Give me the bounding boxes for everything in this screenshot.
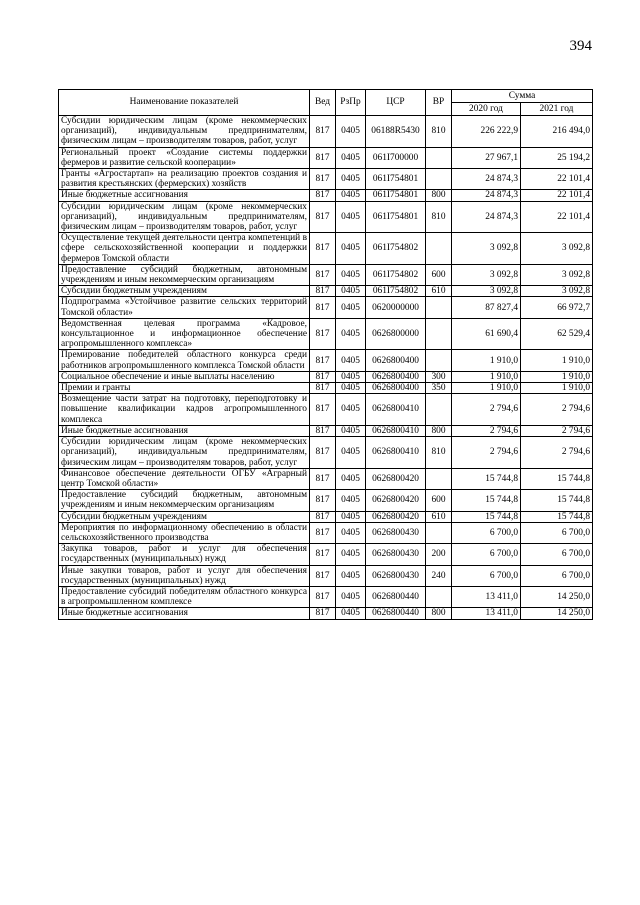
table-row: [59, 490, 593, 511]
cell-rzpr: 0405: [336, 586, 366, 607]
header-name: Наименование показателей: [59, 90, 310, 116]
cell-2021: 6 700,0: [521, 522, 593, 543]
cell-ved: 817: [310, 490, 336, 511]
table-row: [59, 586, 593, 607]
cell-csr: 061I754801: [366, 190, 426, 201]
cell-vr: 810: [426, 116, 452, 148]
cell-2020: 13 411,0: [452, 586, 521, 607]
cell-2021: 2 794,6: [521, 394, 593, 426]
cell-ved: 817: [310, 544, 336, 565]
cell-2021: 2 794,6: [521, 437, 593, 469]
header-rzpr: РзПр: [336, 90, 366, 116]
cell-ved: 817: [310, 511, 336, 522]
header-sum: Сумма: [452, 90, 593, 103]
cell-2020: 2 794,6: [452, 425, 521, 436]
table-body: [59, 116, 593, 620]
cell-name: Иные закупки товаров, работ и услуг для обеспечения государственных (муниципальных) нужд: [59, 565, 310, 586]
cell-vr: [426, 169, 452, 190]
cell-csr: 0626800410: [366, 425, 426, 436]
cell-2021: 1 910,0: [521, 383, 593, 394]
cell-vr: 200: [426, 544, 452, 565]
cell-rzpr: 0405: [336, 286, 366, 297]
header-csr: ЦСР: [366, 90, 426, 116]
cell-rzpr: 0405: [336, 490, 366, 511]
cell-vr: [426, 350, 452, 371]
cell-csr: 061I754802: [366, 233, 426, 265]
header-2021: 2021 год: [521, 103, 593, 116]
cell-rzpr: 0405: [336, 511, 366, 522]
cell-2021: 15 744,8: [521, 468, 593, 489]
cell-csr: 0626800400: [366, 383, 426, 394]
cell-csr: 0626800420: [366, 468, 426, 489]
cell-2020: 2 794,6: [452, 437, 521, 469]
cell-rzpr: 0405: [336, 201, 366, 233]
cell-ved: 817: [310, 608, 336, 619]
cell-rzpr: 0405: [336, 394, 366, 426]
cell-rzpr: 0405: [336, 608, 366, 619]
cell-name: Предоставление субсидий победителям областного конкурса в агропромышленном комплексе: [59, 586, 310, 607]
table-row: [59, 318, 593, 350]
cell-2020: 3 092,8: [452, 233, 521, 265]
cell-ved: 817: [310, 201, 336, 233]
cell-ved: 817: [310, 522, 336, 543]
header-ved: Вед: [310, 90, 336, 116]
cell-name: Мероприятия по информационному обеспечению в области сельскохозяйственного производства: [59, 522, 310, 543]
cell-rzpr: 0405: [336, 264, 366, 285]
table-row: [59, 468, 593, 489]
cell-rzpr: 0405: [336, 233, 366, 265]
cell-ved: 817: [310, 468, 336, 489]
cell-2021: 3 092,8: [521, 233, 593, 265]
cell-csr: 0626800430: [366, 522, 426, 543]
cell-ved: 817: [310, 437, 336, 469]
cell-vr: 800: [426, 190, 452, 201]
cell-name: Субсидии юридическим лицам (кроме некоммерческих организаций), индивидуальным предпринимателям, физическим лицам – производителям товаров, работ, услуг: [59, 437, 310, 469]
cell-rzpr: 0405: [336, 565, 366, 586]
cell-ved: 817: [310, 264, 336, 285]
header-vr: ВР: [426, 90, 452, 116]
cell-name: Социальное обеспечение и иные выплаты населению: [59, 371, 310, 382]
cell-vr: 600: [426, 264, 452, 285]
cell-rzpr: 0405: [336, 437, 366, 469]
cell-vr: [426, 586, 452, 607]
cell-name: Предоставление субсидий бюджетным, автономным учреждениям и иным некоммерческим организациям: [59, 264, 310, 285]
cell-rzpr: 0405: [336, 116, 366, 148]
cell-vr: 350: [426, 383, 452, 394]
cell-2021: 216 494,0: [521, 116, 593, 148]
cell-ved: 817: [310, 383, 336, 394]
table-row: [59, 286, 593, 297]
table-row: [59, 147, 593, 168]
cell-rzpr: 0405: [336, 318, 366, 350]
cell-vr: 810: [426, 201, 452, 233]
cell-vr: [426, 147, 452, 168]
cell-2020: 2 794,6: [452, 394, 521, 426]
cell-csr: 061I754801: [366, 169, 426, 190]
cell-ved: 817: [310, 169, 336, 190]
cell-rzpr: 0405: [336, 468, 366, 489]
cell-2020: 6 700,0: [452, 544, 521, 565]
cell-rzpr: 0405: [336, 350, 366, 371]
table-row: [59, 264, 593, 285]
cell-2020: 3 092,8: [452, 264, 521, 285]
cell-name: Предоставление субсидий бюджетным, автономным учреждениям и иным некоммерческим организациям: [59, 490, 310, 511]
cell-name: Иные бюджетные ассигнования: [59, 608, 310, 619]
cell-vr: [426, 318, 452, 350]
cell-csr: 0626800440: [366, 586, 426, 607]
cell-csr: 0626800430: [366, 565, 426, 586]
cell-rzpr: 0405: [336, 371, 366, 382]
cell-2020: 1 910,0: [452, 350, 521, 371]
table-row: [59, 169, 593, 190]
cell-2021: 14 250,0: [521, 586, 593, 607]
cell-2021: 3 092,8: [521, 264, 593, 285]
cell-name: Ведомственная целевая программа «Кадровое, консультационное и информационное обеспечение агропромышленного комплекса»: [59, 318, 310, 350]
cell-vr: 810: [426, 437, 452, 469]
cell-csr: 0626800410: [366, 394, 426, 426]
cell-2021: 15 744,8: [521, 490, 593, 511]
cell-2021: 22 101,4: [521, 169, 593, 190]
cell-rzpr: 0405: [336, 425, 366, 436]
cell-name: Субсидии бюджетным учреждениям: [59, 286, 310, 297]
cell-vr: [426, 394, 452, 426]
cell-2020: 24 874,3: [452, 190, 521, 201]
cell-2020: 15 744,8: [452, 511, 521, 522]
cell-csr: 0626800440: [366, 608, 426, 619]
cell-ved: 817: [310, 233, 336, 265]
cell-vr: [426, 233, 452, 265]
cell-2020: 6 700,0: [452, 522, 521, 543]
cell-2020: 24 874,3: [452, 201, 521, 233]
cell-rzpr: 0405: [336, 147, 366, 168]
cell-csr: 0620000000: [366, 297, 426, 318]
cell-csr: 0626800400: [366, 371, 426, 382]
cell-2021: 2 794,6: [521, 425, 593, 436]
cell-name: Иные бюджетные ассигнования: [59, 425, 310, 436]
cell-vr: [426, 297, 452, 318]
table-row: [59, 233, 593, 265]
cell-2020: 1 910,0: [452, 371, 521, 382]
cell-vr: 300: [426, 371, 452, 382]
header-2020: 2020 год: [452, 103, 521, 116]
table-row: [59, 297, 593, 318]
cell-name: Субсидии юридическим лицам (кроме некоммерческих организаций), индивидуальным предпринимателям, физическим лицам – производителям товаров, работ, услуг: [59, 116, 310, 148]
cell-csr: 0626800420: [366, 511, 426, 522]
cell-ved: 817: [310, 147, 336, 168]
cell-2021: 66 972,7: [521, 297, 593, 318]
cell-vr: 610: [426, 286, 452, 297]
table-row: [59, 565, 593, 586]
table-row: [59, 394, 593, 426]
cell-2021: 62 529,4: [521, 318, 593, 350]
cell-2021: 3 092,8: [521, 286, 593, 297]
cell-csr: 0626800400: [366, 350, 426, 371]
cell-name: Субсидии бюджетным учреждениям: [59, 511, 310, 522]
cell-2021: 14 250,0: [521, 608, 593, 619]
cell-2020: 1 910,0: [452, 383, 521, 394]
table-row: [59, 190, 593, 201]
cell-name: Региональный проект «Создание системы поддержки фермеров и развитие сельской кооперации»: [59, 147, 310, 168]
cell-2020: 61 690,4: [452, 318, 521, 350]
cell-vr: 800: [426, 608, 452, 619]
cell-rzpr: 0405: [336, 297, 366, 318]
cell-2020: 6 700,0: [452, 565, 521, 586]
cell-2020: 15 744,8: [452, 468, 521, 489]
cell-ved: 817: [310, 565, 336, 586]
cell-2021: 1 910,0: [521, 371, 593, 382]
cell-ved: 817: [310, 190, 336, 201]
cell-2021: 1 910,0: [521, 350, 593, 371]
table-row: [59, 511, 593, 522]
table-row: [59, 608, 593, 619]
cell-ved: 817: [310, 318, 336, 350]
cell-ved: 817: [310, 350, 336, 371]
cell-csr: 0626800430: [366, 544, 426, 565]
cell-name: Субсидии юридическим лицам (кроме некоммерческих организаций), индивидуальным предпринимателям, физическим лицам – производителям товаров, работ, услуг: [59, 201, 310, 233]
table-row: [59, 201, 593, 233]
cell-name: Финансовое обеспечение деятельности ОГБУ «Аграрный центр Томской области»: [59, 468, 310, 489]
cell-2021: 22 101,4: [521, 190, 593, 201]
cell-ved: 817: [310, 371, 336, 382]
cell-vr: 240: [426, 565, 452, 586]
cell-csr: 0626800410: [366, 437, 426, 469]
cell-name: Премии и гранты: [59, 383, 310, 394]
cell-2021: 15 744,8: [521, 511, 593, 522]
table-row: [59, 544, 593, 565]
cell-ved: 817: [310, 297, 336, 318]
cell-name: Подпрограмма «Устойчивое развитие сельских территорий Томской области»: [59, 297, 310, 318]
table-row: [59, 383, 593, 394]
cell-name: Осуществление текущей деятельности центра компетенций в сфере сельскохозяйственной кооперации и поддержки фермеров Томской области: [59, 233, 310, 265]
table-row: [59, 371, 593, 382]
cell-rzpr: 0405: [336, 544, 366, 565]
cell-vr: 600: [426, 490, 452, 511]
budget-table: [58, 89, 593, 620]
cell-name: Гранты «Агростартап» на реализацию проектов создания и развития крестьянских (фермерских) хозяйств: [59, 169, 310, 190]
cell-vr: 610: [426, 511, 452, 522]
cell-2020: 3 092,8: [452, 286, 521, 297]
cell-2020: 27 967,1: [452, 147, 521, 168]
table-row: [59, 522, 593, 543]
cell-vr: [426, 468, 452, 489]
cell-vr: 800: [426, 425, 452, 436]
cell-2020: 24 874,3: [452, 169, 521, 190]
cell-vr: [426, 522, 452, 543]
cell-ved: 817: [310, 394, 336, 426]
cell-name: Закупка товаров, работ и услуг для обеспечения государственных (муниципальных) нужд: [59, 544, 310, 565]
cell-csr: 0626800420: [366, 490, 426, 511]
cell-2021: 25 194,2: [521, 147, 593, 168]
cell-name: Премирование победителей областного конкурса среди работников агропромышленного комплекса Томской области: [59, 350, 310, 371]
cell-2020: 13 411,0: [452, 608, 521, 619]
table-row: [59, 116, 593, 148]
table-row: [59, 425, 593, 436]
cell-csr: 061I754801: [366, 201, 426, 233]
cell-name: Возмещение части затрат на подготовку, переподготовку и повышение квалификации кадров агропромышленного комплекса: [59, 394, 310, 426]
cell-ved: 817: [310, 116, 336, 148]
table-row: [59, 437, 593, 469]
page-number: 394: [569, 38, 592, 54]
cell-2020: 226 222,9: [452, 116, 521, 148]
cell-2021: 22 101,4: [521, 201, 593, 233]
cell-csr: 06188R5430: [366, 116, 426, 148]
cell-csr: 061I754802: [366, 286, 426, 297]
cell-rzpr: 0405: [336, 190, 366, 201]
cell-rzpr: 0405: [336, 522, 366, 543]
cell-rzpr: 0405: [336, 169, 366, 190]
cell-csr: 061I700000: [366, 147, 426, 168]
cell-2021: 6 700,0: [521, 565, 593, 586]
cell-csr: 0626800000: [366, 318, 426, 350]
cell-rzpr: 0405: [336, 383, 366, 394]
cell-2020: 15 744,8: [452, 490, 521, 511]
cell-2020: 87 827,4: [452, 297, 521, 318]
cell-name: Иные бюджетные ассигнования: [59, 190, 310, 201]
cell-ved: 817: [310, 425, 336, 436]
table-header: [59, 90, 593, 116]
cell-csr: 061I754802: [366, 264, 426, 285]
cell-2021: 6 700,0: [521, 544, 593, 565]
cell-ved: 817: [310, 286, 336, 297]
table-row: [59, 350, 593, 371]
cell-ved: 817: [310, 586, 336, 607]
